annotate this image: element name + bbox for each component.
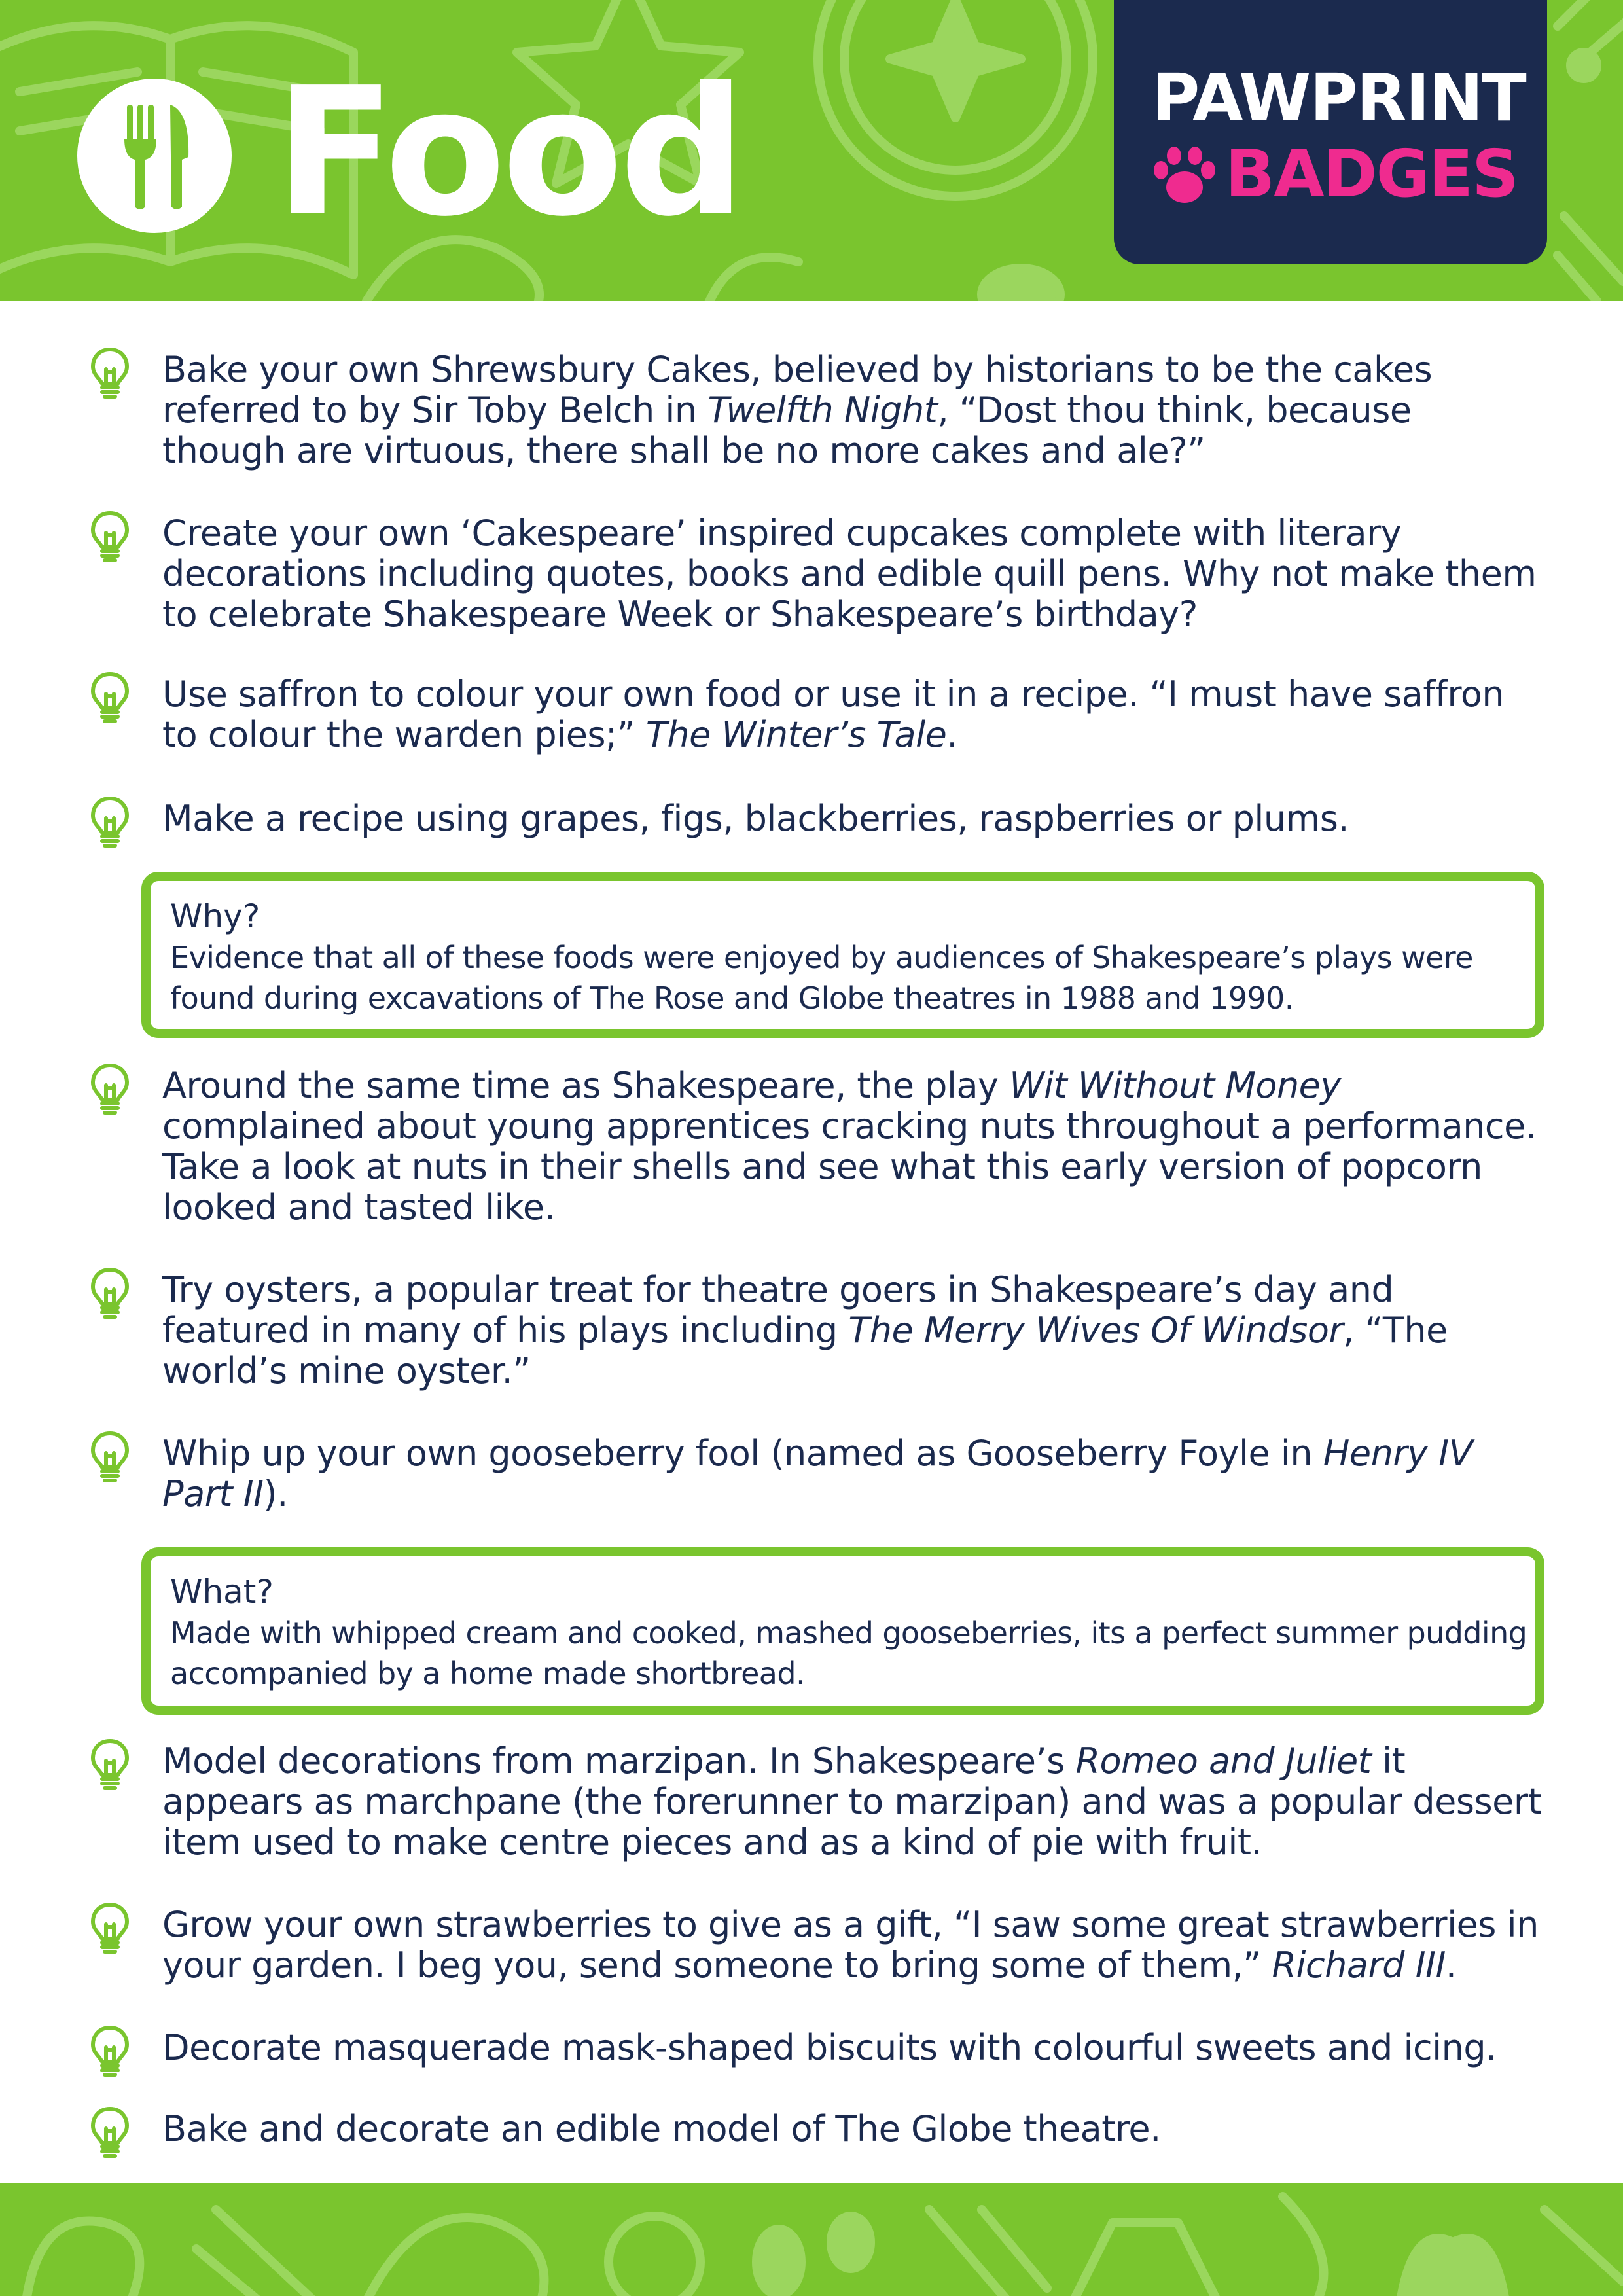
paw-icon bbox=[1152, 144, 1217, 207]
activity-text: Bake and decorate an edible model of The Globe theatre. bbox=[162, 2108, 1161, 2149]
page-title: Food bbox=[275, 49, 742, 255]
activity-text: Make a recipe using grapes, figs, blackberries, raspberries or plums. bbox=[162, 798, 1349, 839]
activity-text: Bake your own Shrewsbury Cakes, believed by historians to be the cakes referred to by Sir Toby Belch in Twelfth Night, “Dost thou think, because though are virtuous, there shall be no more cakes and ale?” bbox=[162, 349, 1433, 471]
lightbulb-icon bbox=[89, 346, 131, 402]
header-banner bbox=[0, 0, 1623, 301]
activity-text: Decorate masquerade mask-shaped biscuits with colourful sweets and icing. bbox=[162, 2027, 1497, 2068]
activity-text: Around the same time as Shakespeare, the play Wit Without Money complained about young apprentices cracking nuts throughout a performance. Take a look at nuts in their shells and see what this early version of popcorn looked and tasted like. bbox=[162, 1065, 1537, 1228]
lightbulb-icon bbox=[89, 1266, 131, 1322]
activity-text: Model decorations from marzipan. In Shakespeare’s Romeo and Juliet it appears as marchpane (the forerunner to marzipan) and was a popular dessert item used to make centre pieces and as a kind of pie with fruit. bbox=[162, 1740, 1542, 1863]
lightbulb-icon bbox=[89, 509, 131, 565]
logo-text-pawprint: PAWPRINT bbox=[1152, 60, 1525, 136]
lightbulb-icon bbox=[89, 795, 131, 851]
activity-text: Try oysters, a popular treat for theatre goers in Shakespeare’s day and featured in many of his plays including The Merry Wives Of Windsor, “The world’s mine oyster.” bbox=[162, 1269, 1448, 1391]
lightbulb-icon bbox=[89, 1737, 131, 1793]
fork-knife-icon bbox=[77, 79, 232, 233]
info-box-body: Evidence that all of these foods were enjoyed by audiences of Shakespeare’s plays were found during excavations of The Rose and Globe theatres in 1988 and 1990. bbox=[170, 940, 1473, 1016]
lightbulb-icon bbox=[89, 670, 131, 726]
info-box-body: Made with whipped cream and cooked, mashed gooseberries, its a perfect summer pudding accompanied by a home made shortbread. bbox=[170, 1615, 1527, 1691]
lightbulb-icon bbox=[89, 1901, 131, 1957]
lightbulb-icon bbox=[89, 2024, 131, 2080]
info-box-title: What? bbox=[170, 1573, 274, 1611]
logo-text-badges: BADGES bbox=[1225, 135, 1518, 212]
pawprint-badges-logo bbox=[1114, 0, 1547, 264]
lightbulb-icon bbox=[89, 1062, 131, 1118]
info-box-title: Why? bbox=[170, 897, 260, 935]
lightbulb-icon bbox=[89, 1429, 131, 1486]
info-box-why bbox=[141, 872, 1544, 1038]
footer-banner bbox=[0, 2183, 1623, 2296]
activity-text: Whip up your own gooseberry fool (named as Gooseberry Foyle in Henry IV Part II). bbox=[162, 1433, 1473, 1515]
activity-text: Grow your own strawberries to give as a gift, “I saw some great strawberries in your garden. I beg you, send someone to bring some of them,” Richard III. bbox=[162, 1904, 1539, 1986]
doodle-pattern bbox=[0, 2183, 1623, 2296]
info-box-what bbox=[141, 1547, 1544, 1715]
activity-text: Use saffron to colour your own food or use it in a recipe. “I must have saffron to colour the warden pies;” The Winter’s Tale. bbox=[162, 673, 1505, 755]
activity-text: Create your own ‘Cakespeare’ inspired cupcakes complete with literary decorations including quotes, books and edible quill pens. Why not make them to celebrate Shakespeare Week or Shakespeare’s birthday? bbox=[162, 512, 1537, 635]
lightbulb-icon bbox=[89, 2105, 131, 2161]
